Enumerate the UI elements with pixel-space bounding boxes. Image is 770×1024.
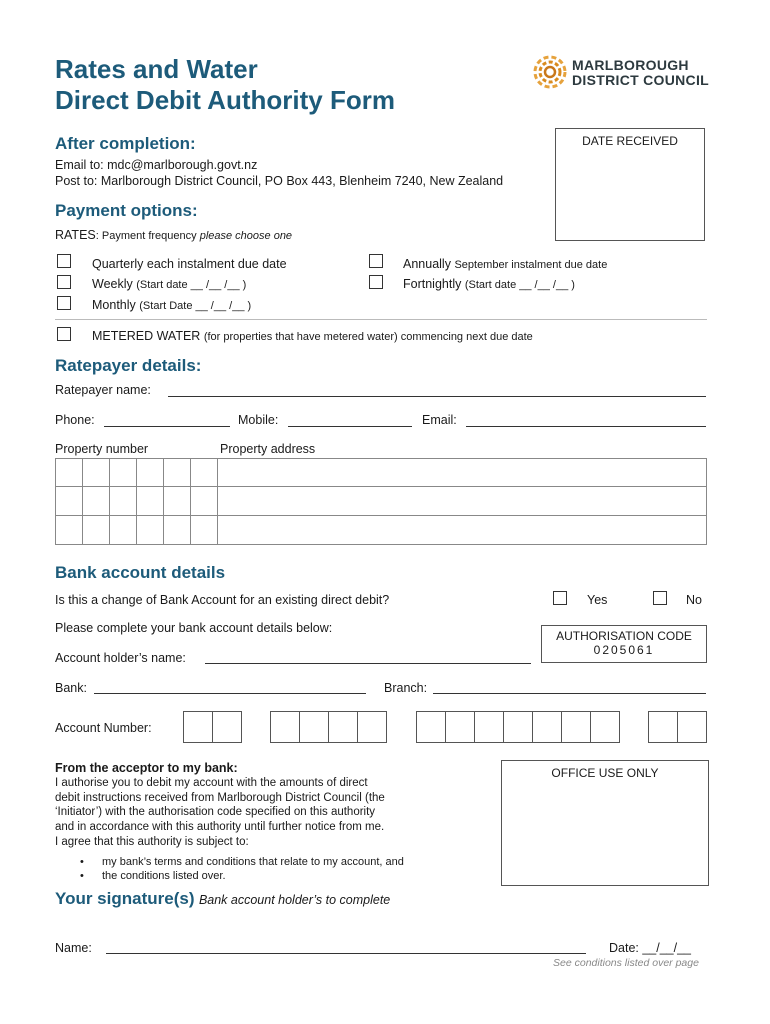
annually-label: Annually xyxy=(403,257,451,271)
account-digit-box[interactable] xyxy=(503,711,533,743)
complete-below-text: Please complete your bank account details below: xyxy=(55,621,333,635)
signature-subheading: Bank account holder’s to complete xyxy=(198,893,391,907)
property-number-cell[interactable] xyxy=(191,516,218,545)
rates-label: RATES xyxy=(55,228,96,242)
weekly-start-date: (Start date __ /__ /__ ) xyxy=(136,279,247,291)
property-row xyxy=(56,459,707,487)
title-line-2: Direct Debit Authority Form xyxy=(55,85,395,115)
rates-frequency: : Payment frequency xyxy=(95,230,200,242)
monthly-label: Monthly xyxy=(92,298,136,312)
property-row xyxy=(56,516,707,545)
property-number-cell[interactable] xyxy=(191,487,218,516)
council-logo-text xyxy=(572,58,709,88)
logo-line-2: DISTRICT COUNCIL xyxy=(572,72,710,88)
account-digit-box[interactable] xyxy=(416,711,446,743)
branch-label: Branch: xyxy=(384,681,428,695)
account-digit-box[interactable] xyxy=(474,711,504,743)
account-digit-box[interactable] xyxy=(328,711,358,743)
payment-options-heading: Payment options: xyxy=(55,201,198,220)
metered-water-checkbox[interactable] xyxy=(57,327,71,341)
rates-choose: please choose one xyxy=(199,230,293,242)
office-use-box xyxy=(501,760,709,886)
account-digit-box[interactable] xyxy=(212,711,242,743)
date-received-box xyxy=(555,128,705,241)
post-instruction: Post to: Marlborough District Council, PO Box 443, Blenheim 7240, New Zealand xyxy=(55,174,504,188)
mobile-field[interactable] xyxy=(288,426,412,427)
property-number-cell[interactable] xyxy=(137,487,164,516)
account-digit-box[interactable] xyxy=(445,711,475,743)
property-number-cell[interactable] xyxy=(110,516,137,545)
footer-note: See conditions listed over page xyxy=(553,957,699,969)
list-item: • the conditions listed over. xyxy=(80,870,226,882)
property-address-cell[interactable] xyxy=(218,487,707,516)
property-address-cell[interactable] xyxy=(218,459,707,487)
office-use-label: OFFICE USE ONLY xyxy=(551,766,659,780)
account-holder-field[interactable] xyxy=(205,663,531,664)
title-line-1: Rates and Water xyxy=(55,54,258,84)
account-digit-box[interactable] xyxy=(357,711,387,743)
account-holder-label: Account holder’s name: xyxy=(55,651,186,665)
logo-line-1: MARLBOROUGH xyxy=(572,57,689,73)
property-number-cell[interactable] xyxy=(110,487,137,516)
account-number-label: Account Number: xyxy=(55,721,152,735)
property-number-cell[interactable] xyxy=(164,459,191,487)
acceptor-line-1: I authorise you to debit my account with the amounts of direct xyxy=(55,777,368,789)
account-digit-box[interactable] xyxy=(270,711,300,743)
account-digit-box[interactable] xyxy=(590,711,620,743)
bullet-text-2: the conditions listed over. xyxy=(102,870,226,882)
monthly-option xyxy=(92,298,251,312)
property-number-cell[interactable] xyxy=(56,459,83,487)
property-number-cell[interactable] xyxy=(110,459,137,487)
weekly-option xyxy=(92,277,246,291)
signature-date[interactable]: Date: __/__/__ xyxy=(609,941,692,955)
quarterly-label: Quarterly each instalment due date xyxy=(92,257,287,271)
signature-name-label: Name: xyxy=(55,941,92,955)
acceptor-paragraph xyxy=(55,776,385,834)
email-instruction: Email to: mdc@marlborough.govt.nz xyxy=(55,158,258,172)
fortnightly-option xyxy=(403,277,575,291)
property-number-cell[interactable] xyxy=(164,516,191,545)
property-row xyxy=(56,487,707,516)
property-number-cell[interactable] xyxy=(164,487,191,516)
annually-note: September instalment due date xyxy=(454,259,608,271)
ratepayer-name-field[interactable] xyxy=(168,396,706,397)
property-number-cell[interactable] xyxy=(137,516,164,545)
yes-label: Yes xyxy=(587,593,608,607)
form-title xyxy=(55,54,395,116)
property-table xyxy=(55,458,707,545)
annually-option xyxy=(403,257,607,271)
ratepayer-name-label: Ratepayer name: xyxy=(55,383,151,397)
authorisation-code-value: 0205061 xyxy=(593,643,655,657)
fortnightly-label: Fortnightly xyxy=(403,277,462,291)
property-number-cell[interactable] xyxy=(56,487,83,516)
yes-checkbox[interactable] xyxy=(553,591,567,605)
metered-water-note: (for properties that have metered water) commencing next due date xyxy=(203,331,533,343)
account-digit-box[interactable] xyxy=(299,711,329,743)
authorisation-code-box xyxy=(541,625,707,663)
fortnightly-checkbox[interactable] xyxy=(369,275,383,289)
council-logo-icon xyxy=(532,54,568,90)
property-number-cell[interactable] xyxy=(83,516,110,545)
conditions-list xyxy=(80,855,404,883)
property-address-label: Property address xyxy=(220,442,316,456)
metered-water-label: METERED WATER xyxy=(92,329,201,343)
account-digit-box[interactable] xyxy=(532,711,562,743)
bank-heading: Bank account details xyxy=(55,563,226,582)
rates-frequency-line xyxy=(55,228,292,242)
account-digit-box[interactable] xyxy=(677,711,707,743)
authorisation-code-label: AUTHORISATION CODE xyxy=(556,629,692,643)
property-number-cell[interactable] xyxy=(137,459,164,487)
property-number-cell[interactable] xyxy=(83,459,110,487)
metered-water-option xyxy=(92,329,533,343)
bank-label: Bank: xyxy=(55,681,87,695)
mobile-label: Mobile: xyxy=(238,413,279,427)
phone-label: Phone: xyxy=(55,413,95,427)
annually-checkbox[interactable] xyxy=(369,254,383,268)
weekly-checkbox[interactable] xyxy=(57,275,71,289)
signature-name-field[interactable] xyxy=(106,953,586,954)
after-completion-heading: After completion: xyxy=(55,134,196,153)
property-number-label: Property number xyxy=(55,442,149,456)
property-number-cell[interactable] xyxy=(191,459,218,487)
email-label: Email: xyxy=(422,413,457,427)
no-checkbox[interactable] xyxy=(653,591,667,605)
branch-field[interactable] xyxy=(433,693,706,694)
acceptor-line-3: ‘Initiator’) with the authorisation code specified on this authority xyxy=(55,806,376,818)
change-account-question: Is this a change of Bank Account for an existing direct debit? xyxy=(55,593,390,607)
acceptor-heading: From the acceptor to my bank: xyxy=(55,761,238,775)
account-digit-box[interactable] xyxy=(561,711,591,743)
fortnightly-start-date: (Start date __ /__ /__ ) xyxy=(464,279,575,291)
agree-subject-to: I agree that this authority is subject to: xyxy=(55,836,249,848)
acceptor-line-4: and in accordance with this authority until further notice from me. xyxy=(55,820,385,833)
no-label: No xyxy=(686,593,702,607)
bullet-text-1: my bank’s terms and conditions that relate to my account, and xyxy=(102,856,404,868)
monthly-checkbox[interactable] xyxy=(57,296,71,310)
signature-heading: Your signature(s) xyxy=(55,889,195,908)
signature-heading-line xyxy=(55,889,390,909)
acceptor-line-2: debit instructions received from Marlborough District Council (the xyxy=(55,791,385,804)
list-item: • my bank’s terms and conditions that relate to my account, and xyxy=(80,856,404,868)
bank-field[interactable] xyxy=(94,693,366,694)
property-address-cell[interactable] xyxy=(218,516,707,545)
email-field[interactable] xyxy=(466,426,706,427)
property-number-cell[interactable] xyxy=(83,487,110,516)
ratepayer-heading: Ratepayer details: xyxy=(55,356,202,375)
weekly-label: Weekly xyxy=(92,277,133,291)
phone-field[interactable] xyxy=(104,426,230,427)
property-number-cell[interactable] xyxy=(56,516,83,545)
account-digit-box[interactable] xyxy=(183,711,213,743)
account-digit-box[interactable] xyxy=(648,711,678,743)
quarterly-checkbox[interactable] xyxy=(57,254,71,268)
date-received-label: DATE RECEIVED xyxy=(582,134,678,148)
monthly-start-date: (Start Date __ /__ /__ ) xyxy=(139,300,252,312)
divider xyxy=(55,319,707,320)
